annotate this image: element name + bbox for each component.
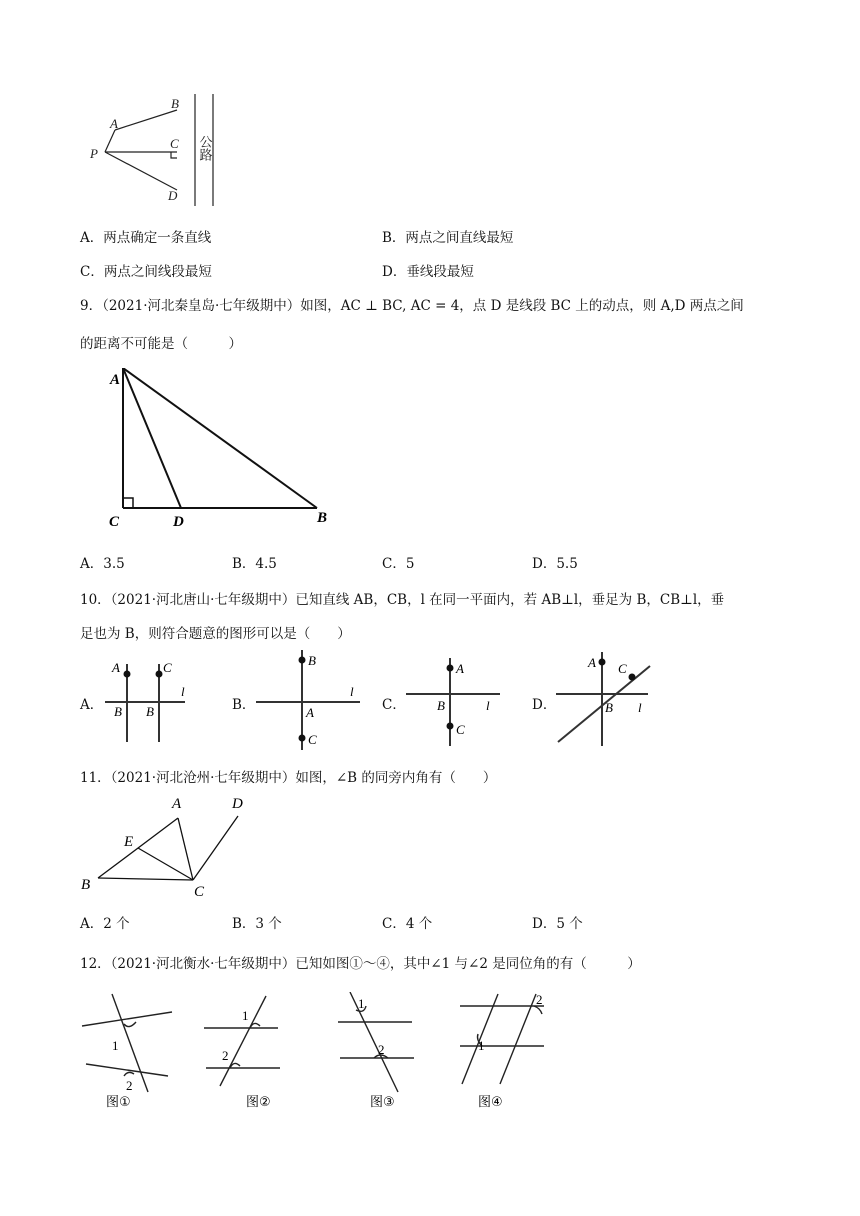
svg-text:B: B [437,698,445,713]
q8-option-d: D．垂线段最短 [382,264,474,280]
q10-option-d-label: D． [532,697,557,713]
fig8-label-d: D [168,188,178,203]
fig9-label-a: A [110,372,121,388]
q10-figure-a [105,656,189,744]
svg-text:l: l [350,684,354,699]
fig9-label-b: B [317,510,328,526]
svg-text:A: A [456,661,464,676]
svg-text:l: l [638,700,642,715]
q12-caption-1: 图① [106,1095,131,1108]
fig8-label-a: A [110,116,118,131]
q10-question-line2: 足也为 B，则符合题意的图形可以是（ ） [80,626,351,642]
svg-text:C: C [308,732,317,747]
q8-option-a: A．两点确定一条直线 [80,230,212,246]
svg-text:B: B [308,653,316,668]
q8-option-c: C．两点之间线段最短 [80,264,212,280]
svg-text:1: 1 [358,996,365,1011]
q12-caption-4: 图④ [478,1095,503,1108]
q10-option-c-label: C． [382,697,406,713]
q8-option-b: B．两点之间直线最短 [382,230,514,246]
q9-option-a: A．3.5 [80,556,125,572]
q12-figure-2 [200,992,300,1108]
q9-question-line1: 9．（2021·河北秦皇岛·七年级期中）如图，AC ⊥ BC, AC = 4，点 D 是线段 BC 上的动点，则 A,D 两点之间 [80,298,744,314]
svg-text:l: l [181,684,185,699]
fig8-label-c: C [170,136,179,151]
svg-text:C: C [194,884,205,900]
q11-option-a: A．2 个 [80,916,130,932]
svg-text:D: D [232,796,243,812]
q12-caption-2: 图② [246,1095,271,1108]
svg-text:1: 1 [478,1038,485,1053]
svg-text:1: 1 [112,1038,119,1053]
q12-question-line: 12．（2021·河北衡水·七年级期中）已知如图①～④，其中∠1 与∠2 是同位角的有（ ） [80,956,641,972]
q12-figure-3 [332,992,432,1108]
svg-text:E: E [124,834,134,850]
q12-caption-3: 图③ [370,1095,395,1108]
svg-text:C: C [618,661,627,676]
fig9-label-c: C [109,514,120,528]
svg-text:B: B [81,877,91,893]
fig8-label-b: B [171,96,179,111]
q10-figure-d [556,650,656,748]
fig8-road-label: 公路 [196,135,212,161]
svg-text:B: B [146,704,154,719]
q10-figure-c [406,656,500,748]
fig8-label-p: P [90,146,98,161]
svg-text:l: l [486,698,490,713]
q8-figure [85,90,225,210]
q11-option-d: D．5 个 [532,916,583,932]
q12-figure-1 [78,992,178,1108]
q11-option-c: C．4 个 [382,916,433,932]
q11-option-b: B．3 个 [232,916,282,932]
svg-text:C: C [456,722,465,737]
q10-figure-b [256,648,360,752]
svg-text:1: 1 [242,1008,249,1023]
svg-text:A: A [172,796,182,812]
svg-text:2: 2 [222,1048,229,1063]
svg-text:A: A [306,705,314,720]
q10-question-line1: 10．（2021·河北唐山·七年级期中）已知直线 AB，CB，l 在同一平面内，若 AB⊥l，垂足为 B，CB⊥l，垂 [80,592,725,608]
q11-question-line: 11．（2021·河北沧州·七年级期中）如图，∠B 的同旁内角有（ ） [80,770,497,786]
q9-option-c: C．5 [382,556,415,572]
q9-option-b: B．4.5 [232,556,277,572]
svg-text:A: A [588,655,596,670]
q9-option-d: D．5.5 [532,556,578,572]
q9-figure [105,368,345,528]
q10-option-a-label: A． [80,697,104,713]
svg-text:2: 2 [378,1042,385,1057]
svg-text:C: C [163,660,172,675]
svg-text:B: B [114,704,122,719]
q10-option-b-label: B． [232,697,256,713]
svg-text:A: A [112,660,120,675]
q12-figure-4 [456,992,556,1108]
q11-figure [78,792,258,900]
svg-text:2: 2 [126,1078,133,1093]
svg-text:2: 2 [536,992,543,1007]
q9-question-line2: 的距离不可能是（ ） [80,336,242,352]
svg-text:B: B [605,700,613,715]
fig9-label-d: D [173,514,184,528]
